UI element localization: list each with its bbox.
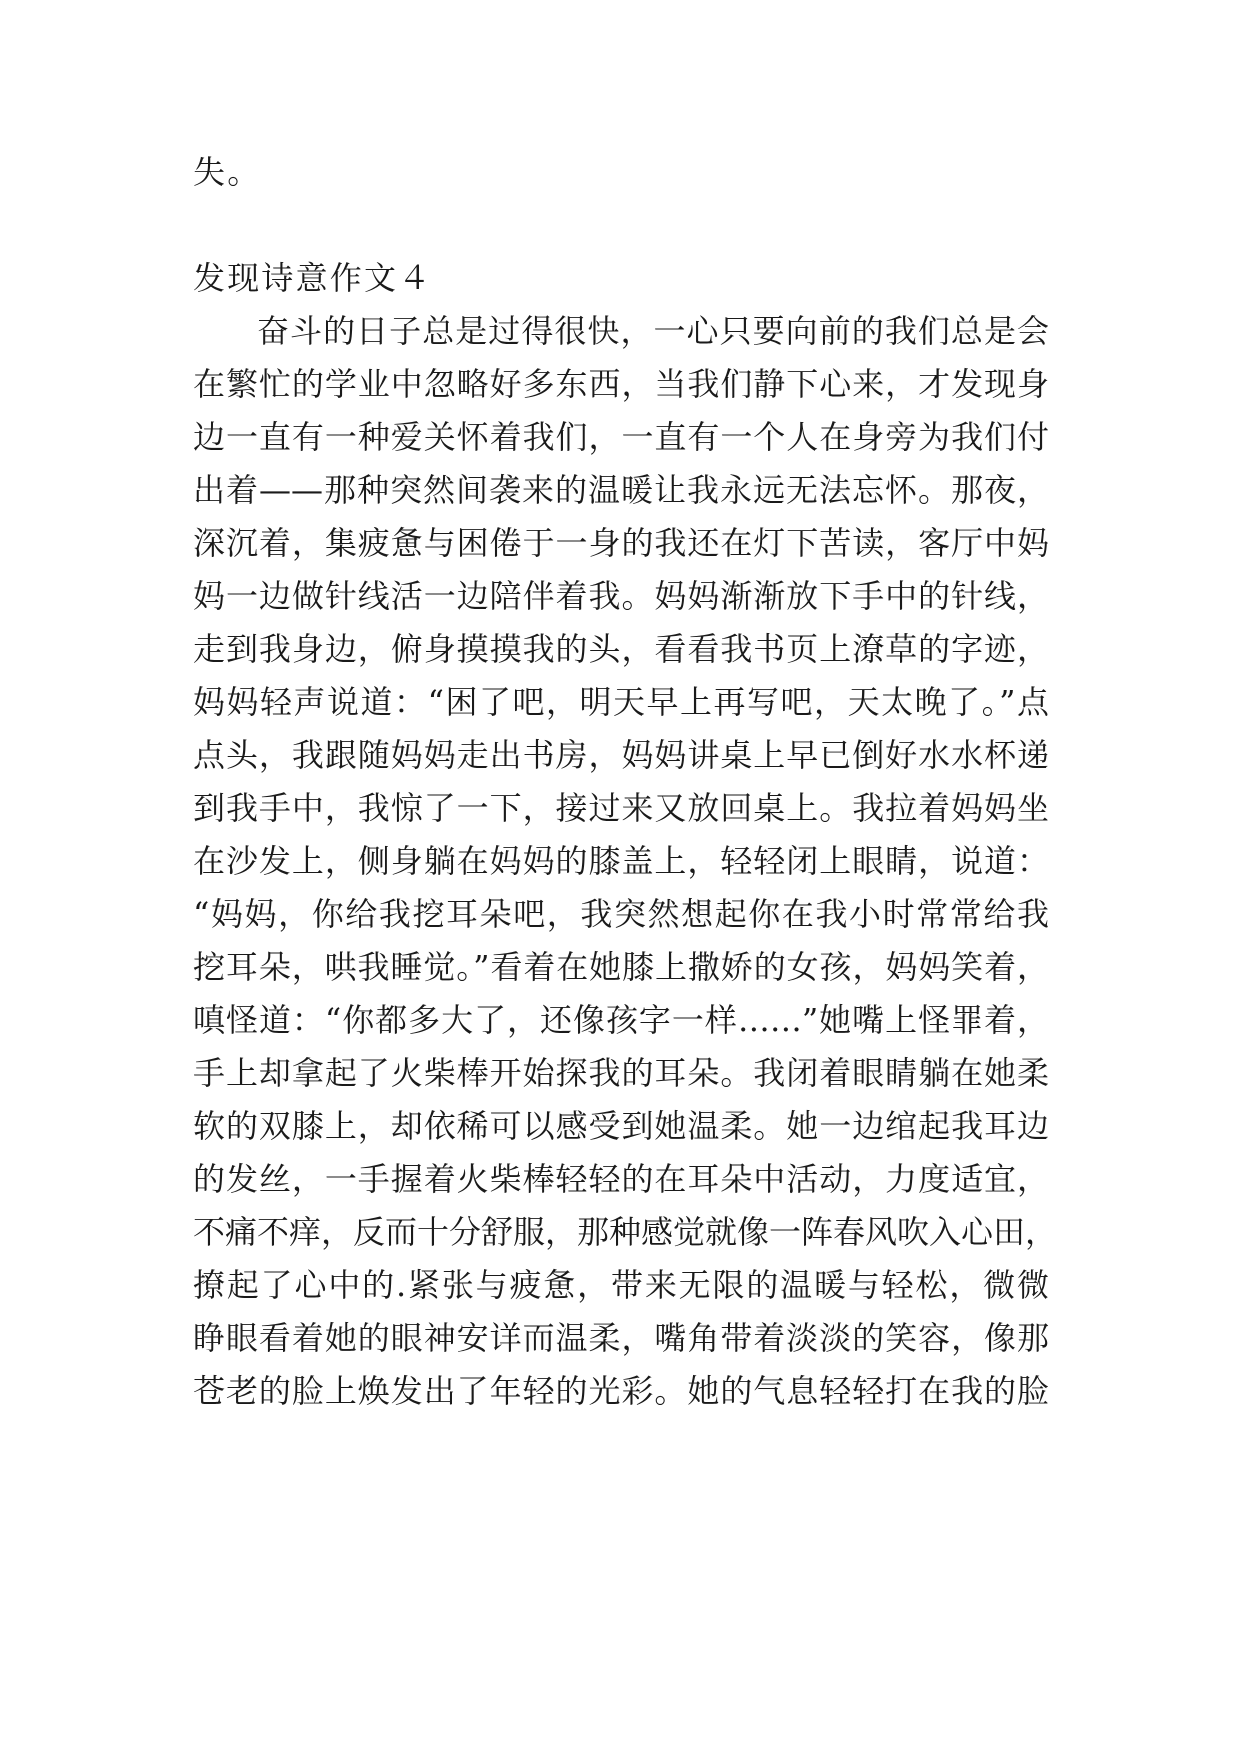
paragraph-line: 出着——那种突然间袭来的温暖让我永远无法忘怀。那夜， [193,471,1049,509]
paragraph-line: 软的双膝上，却依稀可以感受到她温柔。她一边绾起我耳边 [193,1107,1049,1145]
paragraph-line: 深沉着，集疲惫与困倦于一身的我还在灯下苦读，客厅中妈 [193,524,1049,562]
paragraph-line: 奋斗的日子总是过得很快，一心只要向前的我们总是会 [257,312,1049,350]
section-heading: 发现诗意作文４ [193,259,433,297]
paragraph-line: 边一直有一种爱关怀着我们，一直有一个人在身旁为我们付 [193,418,1049,456]
paragraph-line: 在沙发上，侧身躺在妈妈的膝盖上，轻轻闭上眼睛，说道： [193,842,1049,880]
paragraph-line: 不痛不痒，反而十分舒服，那种感觉就像一阵春风吹入心田， [193,1213,1058,1251]
paragraph-line: 睁眼看着她的眼神安详而温柔，嘴角带着淡淡的笑容，像那 [193,1319,1049,1357]
paragraph-line: 走到我身边，俯身摸摸我的头，看看我书页上潦草的字迹， [193,630,1049,668]
paragraph-line: 手上却拿起了火柴棒开始探我的耳朵。我闭着眼睛躺在她柔 [193,1054,1049,1092]
paragraph-line: 点头，我跟随妈妈走出书房，妈妈讲桌上早已倒好水水杯递 [193,736,1049,774]
paragraph-line: “妈妈，你给我挖耳朵吧，我突然想起你在我小时常常给我 [193,895,1049,933]
paragraph-line: 妈妈轻声说道：“困了吧，明天早上再写吧，天太晚了。”点 [193,683,1049,721]
paragraph-line: 撩起了心中的.紧张与疲惫，带来无限的温暖与轻松，微微 [193,1266,1049,1304]
paragraph-line: 的发丝，一手握着火柴棒轻轻的在耳朵中活动，力度适宜， [193,1160,1049,1198]
paragraph-line: 苍老的脸上焕发出了年轻的光彩。她的气息轻轻打在我的脸 [193,1372,1049,1410]
paragraph-line: 挖耳朵，哄我睡觉。”看着在她膝上撒娇的女孩，妈妈笑着， [193,948,1049,986]
paragraph-line: 在繁忙的学业中忽略好多东西，当我们静下心来，才发现身 [193,365,1049,403]
paragraph-line: 嗔怪道：“你都多大了，还像孩字一样……”她嘴上怪罪着， [193,1001,1049,1039]
paragraph-line: 到我手中，我惊了一下，接过来又放回桌上。我拉着妈妈坐 [193,789,1049,827]
paragraph-line: 妈一边做针线活一边陪伴着我。妈妈渐渐放下手中的针线， [193,577,1049,615]
previous-section-tail: 失。 [193,153,262,191]
